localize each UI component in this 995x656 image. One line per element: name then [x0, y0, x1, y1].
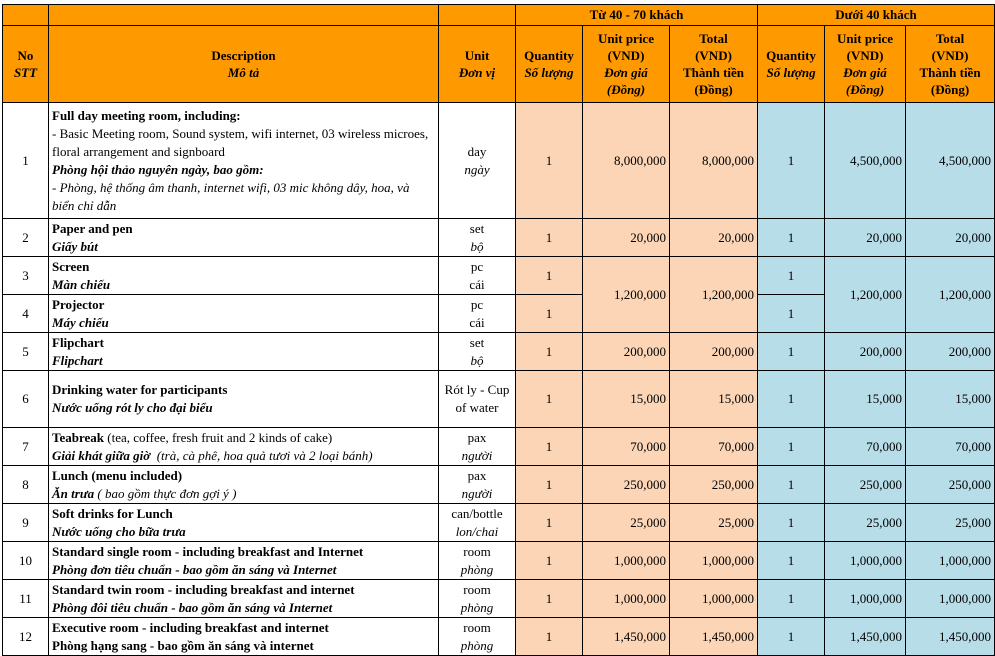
header-description-en: Description: [211, 48, 276, 63]
quantity-b: 1: [758, 333, 825, 371]
row-unit: [439, 618, 516, 656]
row-no: 8: [3, 466, 49, 504]
total-b: 1,000,000: [906, 542, 995, 580]
unit-price-b: 4,500,000: [825, 103, 906, 219]
quantity-b: 1: [758, 580, 825, 618]
quantity-a: 1: [516, 618, 583, 656]
row-unit: [439, 333, 516, 371]
total-b-merged: 1,200,000: [906, 257, 995, 333]
unit-price-a: 20,000: [583, 219, 670, 257]
item-title: Projector: [52, 296, 105, 312]
row-unit: [439, 580, 516, 618]
header-quantity-vi: Số lượng: [524, 65, 574, 80]
unit-en: Rót ly - Cup: [444, 382, 510, 397]
quantity-b: 1: [758, 295, 825, 333]
header-quantity-en: Quantity: [766, 48, 816, 63]
row-description: [49, 103, 439, 219]
unit-vi: bộ: [470, 238, 484, 254]
header-unit-vi: Đơn vị: [458, 65, 496, 80]
total-b: 1,450,000: [906, 618, 995, 656]
unit-vi: bộ: [470, 352, 484, 368]
row-unit: [439, 295, 516, 333]
blank-cell: [49, 5, 439, 26]
quantity-a: 1: [516, 542, 583, 580]
item-detail-en: - Basic Meeting room, Sound system, wifi internet, 03 wireless microes, floral arrangement and signboard: [52, 125, 429, 159]
header-total-b: [906, 26, 995, 103]
table-row: [3, 504, 995, 542]
unit-price-b: 250,000: [825, 466, 906, 504]
item-title: Executive room - including breakfast and internet: [52, 619, 329, 635]
unit-price-a: 70,000: [583, 428, 670, 466]
table-row: [3, 428, 995, 466]
unit-vi: phòng: [460, 561, 494, 577]
quantity-b: 1: [758, 542, 825, 580]
table-row: [3, 219, 995, 257]
unit-en: pc: [470, 258, 484, 274]
header-label: Total: [935, 31, 965, 46]
item-title-vi: Ăn trưa: [52, 485, 95, 501]
header-label: (Đồng): [694, 82, 733, 97]
total-b: 70,000: [906, 428, 995, 466]
unit-price-a: 15,000: [583, 371, 670, 428]
unit-en: pax: [467, 429, 487, 445]
quotation-table: [2, 4, 995, 656]
table-row: [3, 466, 995, 504]
header-label: (VND): [846, 48, 884, 63]
unit-price-b-merged: 1,200,000: [825, 257, 906, 333]
header-quantity-a: [516, 26, 583, 103]
unit-price-a: 8,000,000: [583, 103, 670, 219]
item-detail-vi: - Phòng, hệ thống âm thanh, internet wifi, 03 mic không dây, hoa, và biển chỉ dẫn: [52, 179, 410, 213]
unit-price-b: 200,000: [825, 333, 906, 371]
unit-en: set: [469, 220, 485, 236]
row-unit: [439, 257, 516, 295]
row-description: [49, 618, 439, 656]
total-b: 1,000,000: [906, 580, 995, 618]
total-a: 70,000: [670, 428, 758, 466]
row-no: 10: [3, 542, 49, 580]
unit-vi: phòng: [460, 637, 494, 653]
item-title: Flipchart: [52, 334, 104, 350]
row-unit: [439, 542, 516, 580]
quantity-a: 1: [516, 103, 583, 219]
unit-price-a: 25,000: [583, 504, 670, 542]
header-no-vi: STT: [13, 65, 38, 80]
table-row: [3, 103, 995, 219]
header-label: (VND): [695, 48, 732, 63]
quantity-a: 1: [516, 333, 583, 371]
item-title: Teabreak: [52, 429, 105, 445]
row-description: [49, 371, 439, 428]
table-row: [3, 333, 995, 371]
quantity-a: 1: [516, 428, 583, 466]
row-no: 7: [3, 428, 49, 466]
item-title-vi: Giải khát giữa giờ: [52, 447, 151, 463]
header-label: Unit price: [837, 31, 894, 46]
unit-price-b: 20,000: [825, 219, 906, 257]
total-a: 1,000,000: [670, 542, 758, 580]
quantity-a: 1: [516, 295, 583, 333]
header-label: Đơn giá: [604, 65, 648, 80]
unit-vi: người: [461, 485, 493, 501]
row-no: 4: [3, 295, 49, 333]
item-title-vi: Flipchart: [52, 352, 103, 368]
row-description: [49, 504, 439, 542]
unit-vi: of water: [455, 400, 499, 415]
row-description: [49, 428, 439, 466]
unit-vi: phòng: [460, 599, 494, 615]
unit-en: can/bottle: [451, 505, 503, 521]
unit-price-a: 1,000,000: [583, 580, 670, 618]
unit-price-b: 15,000: [825, 371, 906, 428]
unit-en: pax: [467, 467, 487, 483]
row-description: [49, 542, 439, 580]
table-row: [3, 580, 995, 618]
item-title: Drinking water for participants: [52, 382, 228, 397]
total-a-merged: 1,200,000: [670, 257, 758, 333]
unit-price-a: 200,000: [583, 333, 670, 371]
table-row: [3, 618, 995, 656]
header-label: Đơn giá: [843, 65, 887, 80]
header-total-a: [670, 26, 758, 103]
row-no: 6: [3, 371, 49, 428]
item-title-vi: Nước uống cho bữa trưa: [52, 523, 186, 539]
row-unit: [439, 428, 516, 466]
total-b: 250,000: [906, 466, 995, 504]
unit-price-b: 1,000,000: [825, 580, 906, 618]
total-a: 250,000: [670, 466, 758, 504]
item-title-vi: Phòng đơn tiêu chuẩn - bao gồm ăn sáng và Internet: [52, 561, 337, 577]
total-a: 15,000: [670, 371, 758, 428]
total-b: 200,000: [906, 333, 995, 371]
item-title: Standard single room - including breakfast and Internet: [52, 543, 364, 559]
blank-cell: [439, 5, 516, 26]
item-title-vi-detail: ( bao gồm thực đơn gợi ý ): [94, 485, 237, 501]
quantity-b: 1: [758, 219, 825, 257]
unit-vi: ngày: [464, 161, 490, 177]
header-unit-price-b: [825, 26, 906, 103]
group-header-40-70: Từ 40 - 70 khách: [516, 5, 758, 26]
unit-price-b: 1,000,000: [825, 542, 906, 580]
header-no-en: No: [17, 48, 34, 63]
header-quantity-en: Quantity: [524, 48, 574, 63]
item-title-vi: Màn chiếu: [52, 276, 111, 292]
row-no: 1: [3, 103, 49, 219]
quantity-b: 1: [758, 618, 825, 656]
total-a: 20,000: [670, 219, 758, 257]
row-no: 5: [3, 333, 49, 371]
total-b: 25,000: [906, 504, 995, 542]
row-description: [49, 466, 439, 504]
header-label: (VND): [931, 48, 969, 63]
row-no: 2: [3, 219, 49, 257]
unit-price-a: 1,450,000: [583, 618, 670, 656]
header-label: (Đồng): [606, 82, 646, 97]
row-description: [49, 219, 439, 257]
total-a: 1,450,000: [670, 618, 758, 656]
header-label: (Đồng): [845, 82, 885, 97]
unit-price-a-merged: 1,200,000: [583, 257, 670, 333]
row-unit: [439, 371, 516, 428]
total-a: 1,000,000: [670, 580, 758, 618]
unit-en: day: [467, 143, 487, 159]
unit-en: room: [463, 619, 491, 635]
row-no: 11: [3, 580, 49, 618]
unit-vi: lon/chai: [455, 523, 499, 539]
quantity-a: 1: [516, 371, 583, 428]
item-title-vi: Nước uống rót ly cho đại biểu: [52, 400, 213, 415]
unit-en: set: [469, 334, 485, 350]
item-title-vi: Phòng đôi tiêu chuẩn - bao gồm ăn sáng và Internet: [52, 599, 333, 615]
quantity-b: 1: [758, 103, 825, 219]
unit-vi: người: [461, 447, 493, 463]
total-b: 4,500,000: [906, 103, 995, 219]
row-unit: [439, 504, 516, 542]
item-title-vi: Máy chiếu: [52, 314, 109, 330]
quantity-a: 1: [516, 257, 583, 295]
header-label: (VND): [607, 48, 645, 63]
table-row: [3, 371, 995, 428]
blank-cell: [3, 5, 49, 26]
item-title-vi: Giấy bút: [52, 238, 98, 254]
unit-en: pc: [470, 296, 484, 312]
item-title: Standard twin room - including breakfast and internet: [52, 581, 355, 597]
header-quantity-b: [758, 26, 825, 103]
item-title-vi-detail: (trà, cà phê, hoa quả tươi và 2 loại bánh): [150, 447, 373, 463]
row-unit: [439, 219, 516, 257]
header-unit-price-a: [583, 26, 670, 103]
item-title: Full day meeting room, including:: [52, 107, 241, 123]
quantity-a: 1: [516, 504, 583, 542]
header-unit: [439, 26, 516, 103]
unit-en: room: [463, 581, 491, 597]
total-a: 200,000: [670, 333, 758, 371]
quantity-b: 1: [758, 257, 825, 295]
row-description: [49, 333, 439, 371]
row-description: [49, 580, 439, 618]
item-title-vi: Phòng hội thảo nguyên ngày, bao gồm:: [52, 161, 264, 177]
header-description: [49, 26, 439, 103]
item-title-vi: Phòng hạng sang - bao gồm ăn sáng và internet: [52, 637, 314, 653]
item-title: Soft drinks for Lunch: [52, 505, 173, 521]
quantity-b: 1: [758, 466, 825, 504]
unit-price-a: 1,000,000: [583, 542, 670, 580]
row-unit: [439, 103, 516, 219]
header-label: Thành tiền: [682, 65, 745, 80]
item-title: Screen: [52, 258, 90, 274]
unit-vi: cái: [469, 314, 485, 330]
row-no: 9: [3, 504, 49, 542]
header-label: Thành tiền: [919, 65, 981, 80]
item-title-detail: (tea, coffee, fresh fruit and 2 kinds of cake): [104, 429, 333, 445]
group-header-under-40: Dưới 40 khách: [758, 5, 995, 26]
quantity-b: 1: [758, 428, 825, 466]
row-unit: [439, 466, 516, 504]
unit-price-b: 70,000: [825, 428, 906, 466]
header-label: Unit price: [598, 31, 654, 46]
unit-vi: cái: [469, 276, 485, 292]
item-title: Paper and pen: [52, 220, 133, 236]
item-title: Lunch (menu included): [52, 467, 183, 483]
row-no: 3: [3, 257, 49, 295]
total-b: 20,000: [906, 219, 995, 257]
quantity-a: 1: [516, 219, 583, 257]
table-row: [3, 257, 995, 295]
quantity-a: 1: [516, 466, 583, 504]
unit-price-a: 250,000: [583, 466, 670, 504]
total-a: 8,000,000: [670, 103, 758, 219]
unit-price-b: 25,000: [825, 504, 906, 542]
quantity-b: 1: [758, 371, 825, 428]
unit-en: room: [463, 543, 491, 559]
header-quantity-vi: Số lượng: [766, 65, 816, 80]
header-unit-en: Unit: [464, 48, 490, 63]
total-a: 25,000: [670, 504, 758, 542]
row-description: [49, 295, 439, 333]
row-description: [49, 257, 439, 295]
row-no: 12: [3, 618, 49, 656]
header-description-vi: Mô tả: [227, 65, 260, 80]
quantity-b: 1: [758, 504, 825, 542]
unit-price-b: 1,450,000: [825, 618, 906, 656]
total-b: 15,000: [906, 371, 995, 428]
table-row: [3, 542, 995, 580]
header-no: [3, 26, 49, 103]
quantity-a: 1: [516, 580, 583, 618]
header-label: Total: [699, 31, 728, 46]
header-label: (Đồng): [930, 82, 970, 97]
